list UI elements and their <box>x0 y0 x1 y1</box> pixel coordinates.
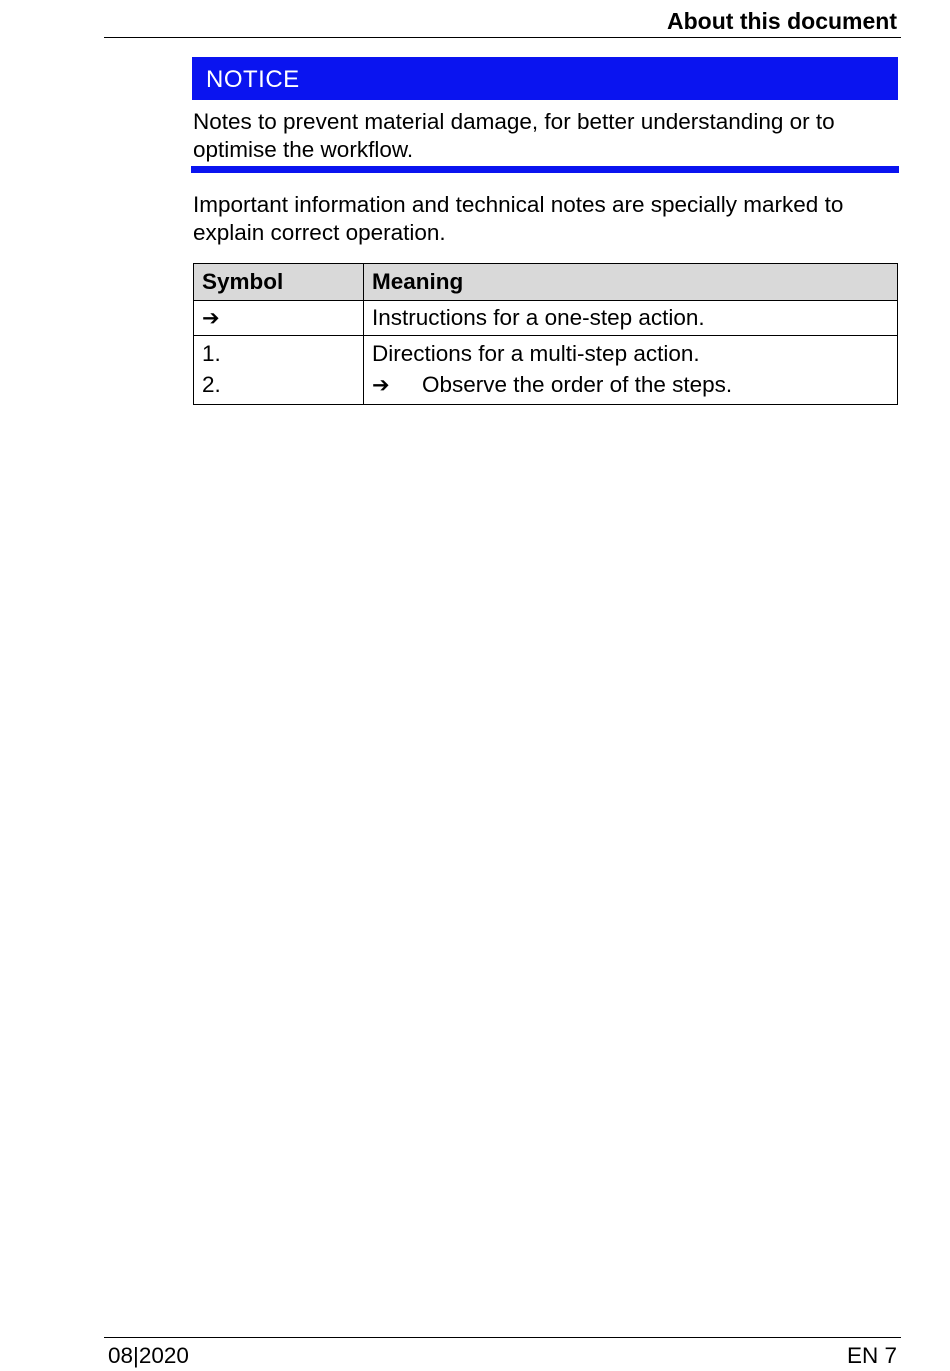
table-header-row <box>194 264 898 301</box>
notice-text: Notes to prevent material damage, for better understanding or to optimise the workflow. <box>193 109 835 162</box>
column-header-meaning: Meaning <box>364 264 898 301</box>
page-footer <box>104 1337 901 1371</box>
table-row <box>194 336 898 405</box>
intro-paragraph: Important information and technical notes are specially marked to explain correct operation. <box>193 192 844 245</box>
arrow-right-icon: ➔ <box>202 306 220 330</box>
section-title: About this document <box>667 8 897 34</box>
table-row <box>194 301 898 336</box>
sub-instruction <box>372 369 889 401</box>
meaning-cell <box>364 336 898 405</box>
meaning-cell: Instructions for a one-step action. <box>364 301 898 336</box>
page-number: EN 7 <box>846 1343 897 1368</box>
arrow-right-icon: ➔ <box>372 373 390 397</box>
step-number-2: 2. <box>202 372 221 397</box>
column-header-symbol: Symbol <box>194 264 364 301</box>
symbol-table <box>193 263 898 405</box>
step-number-1: 1. <box>202 341 221 366</box>
meaning-text: Directions for a multi-step action. <box>372 341 700 366</box>
sub-instruction-text: Observe the order of the steps. <box>422 372 733 397</box>
notice-label: NOTICE <box>206 66 300 93</box>
publication-date: 08|2020 <box>108 1343 189 1368</box>
notice-divider <box>191 166 899 173</box>
symbol-cell <box>194 301 364 336</box>
notice-banner <box>192 57 898 100</box>
symbol-cell <box>194 336 364 405</box>
page-header <box>104 0 901 38</box>
